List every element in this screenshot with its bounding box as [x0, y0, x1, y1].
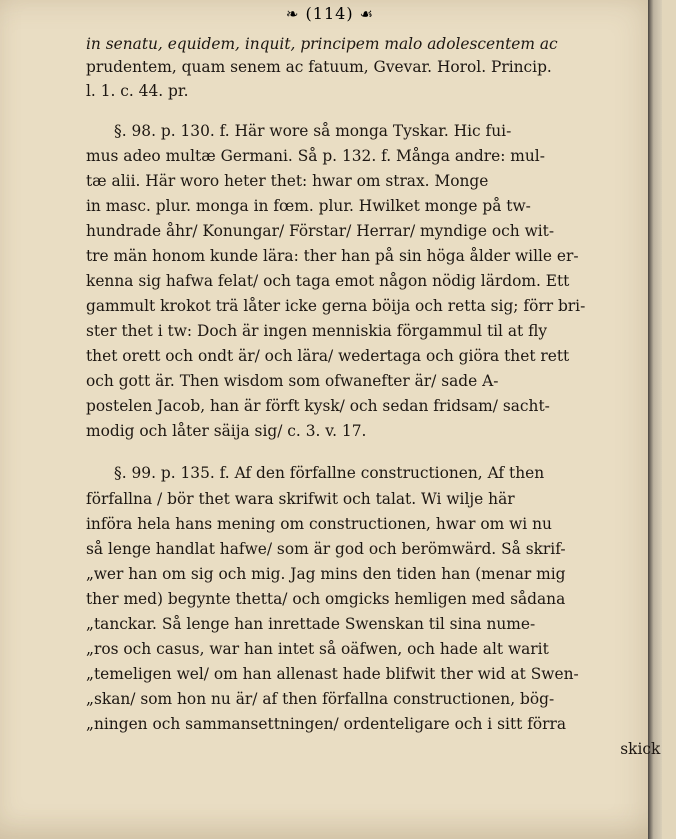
text-line: „skan/ som hon nu är/ af then förfallna constructionen, bög-	[86, 690, 555, 708]
text-line: och gott är. Then wisdom som ofwanefter är/ sade A-	[86, 372, 499, 390]
text-line: l. 1. c. 44. pr.	[86, 82, 189, 100]
text-line: hundrade åhr/ Konungar/ Förstar/ Herrar/ myndige och wit-	[86, 222, 555, 240]
ornament-left-icon: ❧	[285, 5, 300, 23]
catchword: skick	[620, 740, 661, 758]
text-line: „tanckar. Så lenge han inrettade Swenskan til sina nume-	[86, 615, 536, 633]
text-line: in masc. plur. monga in fœm. plur. Hwilket monge på tw-	[86, 197, 531, 215]
text-line: ster thet i tw: Doch är ingen menniskia förgammul til at fly	[86, 322, 548, 340]
ornament-right-icon: ☙	[359, 5, 375, 23]
text-line: „ros och casus, war han intet så oäfwen, och hade alt warit	[86, 640, 549, 658]
text-line: in senatu, equidem, inquit, principem malo adolescentem ac	[86, 35, 558, 53]
text-line: „ningen och sammansettningen/ ordenteligare och i sitt förra	[86, 715, 567, 733]
text-line: „temeligen wel/ om han allenast hade blifwit ther wid at Swen-	[86, 665, 579, 683]
text-line: thet orett och ondt är/ och lära/ wedertaga och giöra thet rett	[86, 347, 570, 365]
text-line: prudentem, quam senem ac fatuum, Gvevar. Horol. Princip.	[86, 58, 552, 76]
text-line: §. 99. p. 135. f. Af den förfallne constructionen, Af then	[114, 464, 545, 482]
text-line: tre män honom kunde lära: ther han på sin höga ålder wille er-	[86, 247, 579, 265]
page-header	[220, 4, 440, 23]
page-number: (114)	[305, 4, 354, 23]
text-line: mus adeo multæ Germani. Så p. 132. f. Många andre: mul-	[86, 147, 545, 165]
text-line: kenna sig hafwa felat/ och taga emot någon nödig lärdom. Ett	[86, 272, 570, 290]
text-line: postelen Jacob, han är förft kysk/ och sedan fridsam/ sacht-	[86, 397, 550, 415]
text-line: modig och låter säija sig/ c. 3. v. 17.	[86, 422, 367, 440]
text-line: så lenge handlat hafwe/ som är god och berömwärd. Så skrif-	[86, 540, 566, 558]
page-edge	[648, 0, 662, 839]
text-line: „wer han om sig och mig. Jag mins den tiden han (menar mig	[86, 565, 566, 583]
text-line: §. 98. p. 130. f. Här wore så monga Tyskar. Hic fui-	[114, 122, 512, 140]
text-line: ther med) begynte thetta/ och omgicks hemligen med sådana	[86, 590, 566, 608]
text-line: gammult krokot trä låter icke gerna böija och retta sig; förr bri-	[86, 297, 586, 315]
text-line: införa hela hans mening om constructionen, hwar om wi nu	[86, 515, 552, 533]
text-line: förfallna / bör thet wara skrifwit och talat. Wi wilje här	[86, 490, 515, 508]
text-line: tæ alii. Här woro heter thet: hwar om strax. Monge	[86, 172, 489, 190]
